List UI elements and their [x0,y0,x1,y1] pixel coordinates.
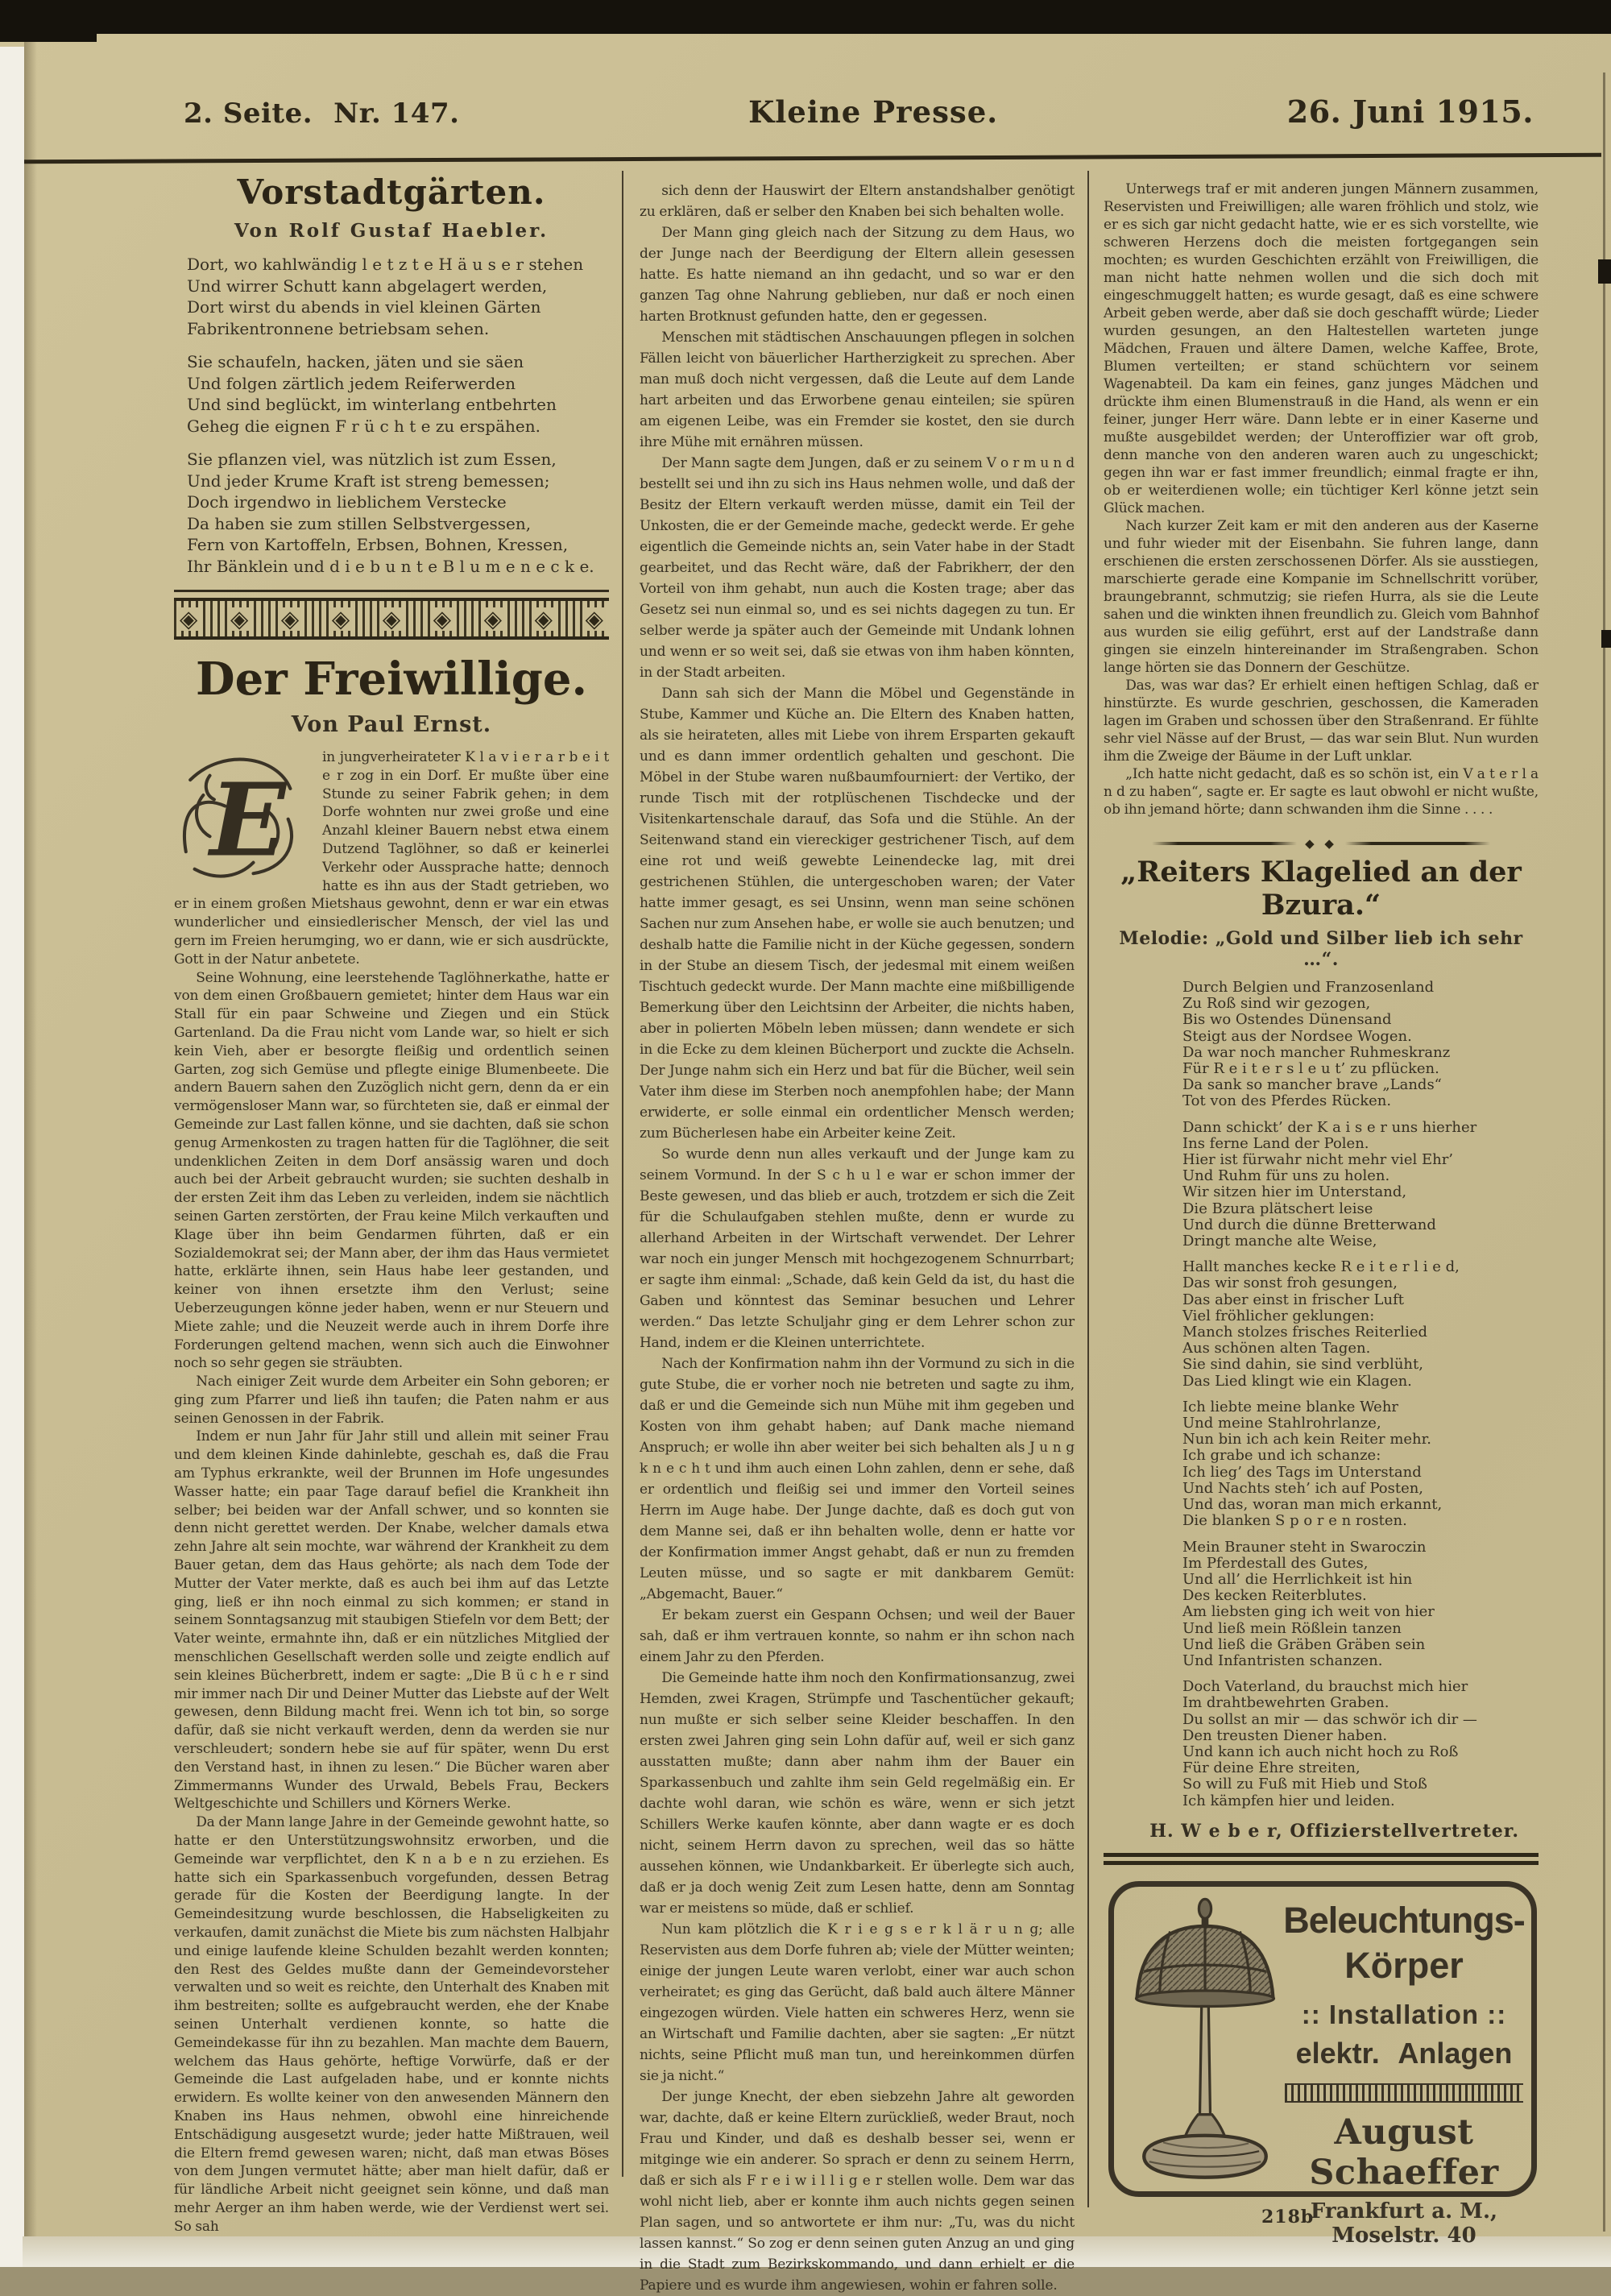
poem2-title: „Reiters Klagelied an der Bzura.“ [1120,856,1522,922]
ornamental-band [174,598,609,640]
page-edge-shadow [24,42,37,2238]
newspaper-title: Kleine Presse. [748,94,999,130]
column-3 [1104,169,1539,2248]
paragraph: Unterwegs traf er mit anderen jungen Männern zusammen, Reservisten und Freiwilligen; alle waren fröhlich und stolz, wie er es sich gar nicht gedacht hatte, wie er es sich vorstellte, wie schweren Herzens doch die meisten fortgegangen sein mochten; es wurden Geschichten erzählt von Freiwilligen, die man nicht hatte nehmen wollen und die sich doch mit eingeschmuggelt hatten; es wurde gesagt, daß es eine schwere Arbeit geben werde, aber daß sie doch geschafft würde; Lieder wurden gesungen, an den Haltestellen warteten junge Mädchen, Frauen und ältere Damen, welche Kaffee, Brote, Blumen verteilten; er stand schüchtern vor seinem Wagenabteil. Da kam ein feines, ganz junges Mädchen und drückte ihm einen Blumenstrauß in die Hand, als wenn er ein feiner, junger Herr wäre. Dann lebte er in einer Kaserne und mußte ausgebildet werden; der Unteroffizier war oft grob, denn manche von den anderen waren auch zu ungeschickt; gegen ihn war er fast immer freundlich; einmal fragte er ihn, ob er weiterdienen wolle; ein tüchtiger Kerl könne jetzt sein Glück machen. [1104,181,1539,516]
ornament-diamond-icon: ◈ [431,607,453,631]
column-divider-rule [1087,171,1089,2207]
section-rule [174,590,609,592]
ad-line-4: elektr. Anlagen [1295,2036,1513,2070]
story-column3-text [1104,180,1539,819]
poem-stanza: Dann schickt’ der K a i s e r uns hierher Ins ferne Land der Polen. Hier ist fürwahr nicht mehr viel Ehr’ Und Ruhm für uns zu holen. Wir sitzen hier im Unterstand, Die Bzura plätschert leise Und durch die dünne Bretterwand Dringt manche alte Weise, [1182,1118,1477,1250]
ad-top-rule [1104,1853,1539,1865]
ornament-diamond-icon: ◈ [380,607,403,631]
paragraph: Menschen mit städtischen Anschauungen pflegen in solchen Fällen leicht von bäuerlicher Hartherzigkeit zu sprechen. Aber man muß doch nicht vergessen, daß die Leute auf dem Lande hart arbeiten und das Erworbene genau einteilen; sie spüren am eigenen Leibe, was ein Fremder sie kostet, den sie durch ihre Mühe mit ernähren müssen. [640,329,1075,450]
paragraph: sich denn der Hauswirt der Eltern anstandshalber genötigt zu erklären, daß er selber den Knaben bei sich behalten wolle. [640,183,1075,220]
poem-stanzas [174,254,609,577]
poem-reiters-klagelied [1104,856,1539,1842]
svg-text:E: E [209,761,286,880]
poem2-stanzas [1104,980,1539,1809]
divider-line [1152,842,1297,845]
poem-stanza: Durch Belgien und Franzosenland Zu Roß sind wir gezogen, Bis wo Ostendes Dünensand Steigt aus der Nordsee Wogen. Da war noch mancher Ruhmeskranz Für R e i t e r s l e u t’ zu pflücken. Da sank so mancher brave „Lands“ Tot von des Pferdes Rücken. [1182,979,1451,1110]
ad-line-3: :: Installation :: [1301,1999,1507,2029]
poem-stanza: Ich liebte meine blanke Wehr Und meine Stahlrohrlanze, Nun bin ich ach kein Reiter mehr. Ich grabe und ich schanze: Ich lieg’ des Tags im Unterstand Und Nachts steh’ ich auf Posten, Und das, woran man mich erkannt, Die blanken S p o r e n rosten. [1182,1398,1443,1530]
story-byline: Von Paul Ernst. [291,712,492,737]
story-end-divider [1152,836,1490,851]
paragraph: Er bekam zuerst ein Gespann Ochsen; und weil der Bauer sah, daß er ihm vertrauen konnte, so nahm er ihn schon nach einem Jahr zu den Pferden. [640,1607,1075,1665]
story-first-paragraph-text: in jungverheirateter K l a v i e r a r b e i t e r zog in ein Dorf. Er mußte über eine Stunde zu seiner Fabrik gehen; in dem Dorfe wohnten nur zwei große und eine Anzahl kleiner Bauern nebst etwa einem Dutzend Taglöhner, so daß er keinerlei Verkehr oder Aussprache hatte; dennoch hatte es ihn aus der Stadt getrieben, wo er in einem großen Mietshaus gewohnt, denn er war ein etwas wunderlicher und einsiedlerischer Mensch, der viel las und gern im Freien herumging, wo er dann, wie er sich ausdrückte, Gott in der Natur anbetete. [174,749,609,968]
poem-byline: Von Rolf Gustaf Haebler. [234,220,549,242]
poem-stanza: Dort, wo kahlwändig l e t z t e H ä u s e r stehen Und wirrer Schutt kann abgelagert werden, Dort wirst du abends in viel kleinen Gärten Fabrikentronnene betriebsam sehen. [187,255,584,338]
scan-artifact-mark [1601,630,1611,648]
divider-line [1345,842,1490,845]
ornament-diamond-icon: ◈ [177,607,200,631]
poem-stanza: Hallt manches kecke R e i t e r l i e d, Das wir sonst froh gesungen, Das aber einst in frischer Luft Viel fröhlicher geklungen: Manch stolzes frisches Reiterlied Aus schönen alten Tagen. Sie sind dahin, sie sind verblüht, Das Lied klingt wie ein Klagen. [1182,1258,1460,1390]
paragraph: Der Mann sagte dem Jungen, daß er zu seinem V o r m u n d bestellt sei und ihn zu sich ins Haus nehmen wolle, und daß der Besitz der Eltern verkauft werden müsse, damit ein Teil der Unkosten, die er der Gemeinde mache, gedeckt werde. Er gehe eigentlich die Gemeinde nichts an, sein Vater habe in der Stadt gearbeitet, und das Recht wäre, daß der Fabrikherr, der den Vorteil von ihm gehabt, nun auch die Kosten trage; aber das Gesetz sei nun einmal so, und es sei nichts dagegen zu tun. Er selber werde ja später auch der Gemeinde mit Undank lohnen und wenn er so weit sei, daß sie etwas von ihm haben könnten, in der Stadt arbeiten. [640,455,1075,681]
story-column1-text [174,748,609,2236]
paragraph: „Ich hatte nicht gedacht, daß es so schön ist, ein V a t e r l a n d zu haben“, sagte er. Er sagte es laut obwohl er nicht wußte, ob ihn jemand hörte; dann schwanden ihm die Sinne . . . . [1104,766,1539,818]
ornament-diamond-icon: ◈ [482,607,504,631]
ornament-diamond-icon: ◈ [583,607,606,631]
page-right-edge-line [1603,73,1605,2232]
ad-line-1: Beleuchtungs- [1283,1899,1525,1941]
poem2-melody-line: Melodie: „Gold und Silber lieb ich sehr …“. [1119,928,1523,970]
poem-stanza: Sie schaufeln, hacken, jäten und sie säen Und folgen zärtlich jedem Reiferwerden Und sind beglückt, im winterlang entbehrten Geheg die eignen F r ü c h t e zu erspähen. [187,352,557,436]
story-paragraphs [640,180,1075,2296]
story-paragraphs [1104,180,1539,819]
scan-top-border-notch [0,34,97,42]
paragraph: Nach der Konfirmation nahm ihn der Vormund zu sich in die gute Stube, die er vorher noch nie betreten und sagte zu ihm, daß er und die Gemeinde sich nun Mühe mit ihm gegeben und Kosten von ihm gehabt haben; auf Dank mache niemand Anspruch; er wolle ihn aber weiter bei sich behalten als J u n g k n e c h t und ihm auch einen Lohn zahlen, denn er sehe, daß er ordentlich und fleißig sei und immer den Vorteil seines Herrn im Auge habe. Der Junge dachte, daß es doch gut von dem Manne sei, daß er ihn behalten wolle, denn er hatte vor der Konfirmation immer Angst gehabt, daß er nun zu fremden Leuten müsse, und so sagte er mit dankbarem Gemüt: „Abgemacht, Bauer.“ [640,1356,1075,1602]
paragraph: Der Mann ging gleich nach der Sitzung zu dem Haus, wo der Junge nach der Beerdigung der Eltern allein gesessen hatte. Es hatte niemand an ihn gedacht, und so war er den ganzen Tag ohne Nahrung geblieben, nur daß er noch einen harten Brotknust gefunden hatte, den er gegessen. [640,225,1075,325]
ad-reference-number: 218b [1261,2206,1315,2228]
page-number-issue [184,97,459,130]
poem-stanza: Sie pflanzen viel, was nützlich ist zum Essen, Und jeder Krume Kraft ist streng bemessen; Doch irgendwo in lieblichem Verstecke Da haben sie zum stillen Selbstvergessen, Fern von Kartoffeln, Erbsen, Bohnen, Kressen, Ihr Bänklein und d i e b u n t e B l u m e n e c k e. [187,450,594,576]
paragraph: Der junge Knecht, der eben siebzehn Jahre alt geworden war, dachte, daß er keine Eltern zurückließ, weder Braut, noch Frau und Kinder, und daß es deshalb besser sei, wenn er mitginge wie ein anderer. So sprach er denn zu seinem Herrn, daß er sich als F r e i w i l l i g e r stellen wolle. Dem war das wohl nicht lieb, aber er konnte ihm auch nichts gegen seinen Plan sagen, und so antwortete er ihm nur: „Tu, was du nicht lassen kannst.“ So zog er denn seinen guten Anzug an und ging in die Stadt zum Bezirkskommando, und dann erhielt er die Papiere und es wurde ihm angewiesen, wohin er fahren solle. [640,2089,1075,2294]
poem-stanza: Mein Brauner steht in Swaroczin Im Pferdestall des Gutes, Und all’ die Herrlichkeit ist hin Des kecken Reiterblutes. Am liebsten ging ich weit von hier Und ließ mein Rößlein tanzen Und ließ die Gräben Gräben sein Und Infantristen schanzen. [1182,1538,1435,1669]
paragraph: Da der Mann lange Jahre in der Gemeinde gewohnt hatte, so hatte er den Unterstützungswohnsitz erworben, und die Gemeinde war verpflichtet, den K n a b e n zu erziehen. Es hatte sich ein Sparkassenbuch vorgefunden, dessen Betrag gerade für die Kosten der Beerdigung langte. In der Gemeindesitzung wurde beschlossen, die Habseligkeiten zu verkaufen, damit zunächst die Miete bis zum nächsten Halbjahr und einige laufende kleine Schulden bezahlt werden konnten; den Rest des Geldes mußte dann der Gemeindevorsteher verwalten und so weit es reichte, den Unterhalt des Knaben mit ihm bestreiten; sollte es aufgebraucht werden, ehe der Knabe seinen Unterhalt verdienen konnte, so hatte die Gemeindekasse für ihn zu bezahlen. Man machte dem Bauern, welchem das Haus gehörte, heftige Vorwürfe, daß er der Gemeinde die Last aufgeladen habe, und er konnte nichts erwidern. Es wollte keiner von den anwesenden Männern den Knaben ins Haus nehmen, obwohl eine hinreichende Entschädigung ausgesetzt wurde; jeder hatte Mißtrauen, weil die Eltern fremd gewesen waren; nicht, daß man etwas Böses von dem Jungen vermutet hätte; aber man hielt dafür, daß er für ländliche Arbeit nicht geeignet sein könne, und daß man mehr Aerger an ihm haben werde, wie der Verdienst wert sei. So sah [174,1814,609,2235]
ornament-diamond-icon: ◈ [532,607,555,631]
story-paragraphs [174,969,609,2236]
poem-stanza: Doch Vaterland, du brauchst mich hier Im drahtbewehrten Graben. Du sollst an mir — das schwör ich dir — Den treusten Diener haben. Und kann ich auch nicht hoch zu Roß Für deine Ehre streiten, So will zu Fuß mit Hieb und Stoß Ich kämpfen hier und leiden. [1182,1678,1477,1809]
ad-line-2: Körper [1344,1944,1464,1986]
paragraph: Seine Wohnung, eine leerstehende Taglöhnerkathe, hatte er von dem einen Großbauern gemietet; hinter dem Haus war ein Stall für ein paar Schweine und Ziegen und ein Stück Gartenland. Da die Frau nicht vom Lande war, so hielt er sich kein Vieh, aber er besorgte fleißig und ordentlich seinen Garten, zog sich Gemüse und pflegte einige Blumenbeete. Die andern Bauern sahen den Zuzöglich nicht gern, denn da er ein vermögensloser Mann war, so fürchteten sie, daß er einmal der Gemeinde zur Last fallen könne, und sie dachten, daß sie schon genug Armenkosten zu tragen hatten für die Taglöhner, die seit undenklichen Zeiten in dem Dorf ansässig waren und doch auch bei der Arbeit gebraucht wurden; sie suchten deshalb in der ersten Zeit ihm das Leben zu verleiden, indem sie nächtlich seinen Garten zerstörten, der Frau keine Milch verkauften und Klage über ihn beim Gendarmen führten, daß er ein Sozialdemokrat sei; der Mann aber, der ihm das Haus vermietet hatte, erklärte ihnen, sein Haus habe leer gestanden, und keiner von ihnen ersetzte ihm den Verlust; seine Ueberzeugungen könne jeder haben, wenn er nur Steuern und Miete zahle; und die Neuzeit werde auch in ihrem Dorfe ihre Forderungen geltend machen, wenn sich auch die Einwohner noch so sehr gegen sie sträubten. [174,969,609,1372]
poem-vorstadtgaerten [174,172,609,577]
column-1 [174,169,609,2236]
ad-company-name: August Schaeffer [1309,2112,1499,2193]
paragraph: So wurde denn nun alles verkauft und der Junge kam zu seinem Vormund. In der S c h u l e war er schon immer der Beste gewesen, und das blieb er auch, trotzdem er sich die Zeit für die Schulaufgaben stehlen mußte, denn er wurde zu allerhand Arbeiten in der Wirtschaft verwendet. Der Lehrer war noch ein junger Mensch mit hochgezogenem Schnurrbart; er sagte ihm einmal: „Schade, daß kein Geld da ist, du hast die Gaben und könntest das Seminar besuchen und Lehrer werden.“ Das letzte Schuljahr ging er dem Lehrer schon zur Hand, indem er die Kleinen unterrichtete. [640,1146,1075,1351]
story-title: Der Freiwillige. [196,653,587,706]
ornament-diamond-icon: ◈ [329,607,352,631]
issue-date: 26. Juni 1915. [1286,93,1534,130]
paragraph: Nun kam plötzlich die K r i e g s e r k l ä r u n g; alle Reservisten aus dem Dorfe fuhren ab; viele der Mütter weinten; einige der jungen Leute waren verlobt, einer war auch schon verheiratet; es ging das Gerücht, daß bald auch ältere Männer eingezogen würden. Viele hatten ein schweres Herz, wenn sie an Wirtschaft und Familie dachten, aber sie sagten: „Er nützt nichts, seine Pflicht muß man tun, und hereinkommen dürfen sie ja nicht.“ [640,1921,1075,2084]
advertisement-text [1283,1900,1525,2248]
paragraph: Indem er nun Jahr für Jahr still und allein mit seiner Frau und dem kleinen Kinde dahinlebte, geschah es, daß die Frau am Typhus erkrankte, weil der Brunnen im Hofe ungesundes Wasser hatte; ein paar Tage darauf befiel die Krankheit ihn selber; bei beiden war der Anfall schwer, und so konnten sie denn nicht gerettet werden. Der Knabe, welcher damals etwa zehn Jahre alt sein mochte, war während der Krankheit zu dem Bauer getan, dem das Haus gehörte; als nach dem Tode der Mutter der Vater merkte, daß es auch bei ihm auf das Letzte ging, ließ er ihn noch einmal zu sich kommen; er stand in seinem Sonntagsanzug mit staubigen Stiefeln vor dem Bett; der Vater weinte, ermahnte ihn, daß er ein nützliches Mitglied der menschlichen Gesellschaft werden solle und zeigte endlich auf sein kleines Bücherbrett, indem er sagte: „Die B ü c h e r sind mir immer nach Dir und Deiner Mutter das Liebste auf der Welt gewesen, denn Bildung macht frei. Wenn ich tot bin, so sorge dafür, daß sie nicht verkauft werden, denn da werden sie nur verschleudert; sondern hebe sie auf für später, wenn Du erst den Verstand hast, in ihnen zu lesen.“ Die Bücher waren aber Zimmermanns Wunder des Urwald, Bebels Frau, Beckers Weltgeschichte und Schillers und Körners Werke. [174,1428,609,1813]
ornament-diamond-icon: ◈ [228,607,251,631]
column-2 [640,169,1075,2296]
divider-diamond-icon: ◆ ◆ [1305,836,1337,851]
paragraph: Das, was war das? Er erhielt einen heftigen Schlag, daß er hinstürzte. Es wurde geschrien, geschossen, die Kameraden lagen im Graben und schossen über den Straßenrand. Er fühlte sehr viel Nässe auf der Brust, — das war sein Blut. Nun wurden ihm die Zweige der Bäume in der Luft unklar. [1104,678,1539,765]
paragraph: Die Gemeinde hatte ihm noch den Konfirmationsanzug, zwei Hemden, zwei Kragen, Strümpfe und Taschentücher gekauft; nun mußte er sich selber seine Kleider beschaffen. In den ersten zwei Jahren ging sein Lohn dafür auf, weil er sich ganz ausstatten mußte; dann aber nahm ihm der Bauer ein Sparkassenbuch und zahlte ihm sein Geld regelmäßig ein. Er dachte wohl daran, wie schön es wäre, wenn er sich jetzt Schillers Werke kaufen könnte, aber dann wagte er es doch nicht, seinem Herrn davon zu sprechen, weil das so hätte aussehen können, wie Undankbarkeit. Er überlegte sich auch, daß er ja doch wenig Zeit zum Lesen hatte, denn am Sonntag war er meistens so müde, daß er schlief. [640,1670,1075,1917]
drop-cap-ornament-icon [174,752,311,882]
ad-stripe-divider [1285,2083,1523,2103]
scan-top-border [0,0,1611,34]
paragraph: Dann sah sich der Mann die Möbel und Gegenstände in Stube, Kammer und Küche an. Die Eltern des Knaben hatten, als sie heirateten, alles mit Liebe von ihrem Ersparten gekauft und es dann immer ordentlich gehalten und geschont. Die Möbel in der Stube waren nußbaumfourniert: der Vertiko, der runde Tisch mit der rotplüschenen Tischdecke und der Visitenkartenschale darauf, das Sofa und die Stühle. An der Seitenwand stand ein viereckiger gestrichener Tisch, auf dem eine rot und weiß gewebte Leinendecke lag, mit drei gestrichenen Stühlen, die untergeschoben waren; der Vater hatte immer gesagt, es sei Unsinn, wenn man seine schönen Sachen nur zum Ansehen habe, er wolle sie auch benutzen; und deshalb hatte die Familie nicht in der Küche gegessen, sondern in der Stube an diesem Tisch, der jedesmal mit einem weißen Tischtuch gedeckt wurde. Der Mann machte eine mißbilligende Bemerkung über den Leichtsinn der Arbeiter, die nichts haben, aber in polierten Möbeln leben müssen; dann wendete er sich in die Ecke zu dem kleinen Bücherport und zuckte die Achseln. Der Junge nahm sich ein Herz und bat für die Bücher, weil sein Vater ihm diese im Sterben noch anempfohlen habe; der Mann erwiderte, er solle einmal ein ordentlicher Mensch werden; zum Bücherlesen habe ein Arbeiter keine Zeit. [640,686,1075,1142]
scan-artifact-mark [1598,259,1611,284]
poem2-author-signature: H. W e b e r, Offizierstellvertreter. [1149,1820,1519,1842]
ornament-diamond-icon: ◈ [279,607,301,631]
poem-title: Vorstadtgärten. [237,172,546,212]
table-lamp-icon [1117,1895,1293,2191]
page-header [184,93,1534,130]
paragraph: Nach kurzer Zeit kam er mit den anderen aus der Kaserne und fuhr wieder mit der Eisenbahn. Sie fuhren lange, dann erschienen die ersten zerschossenen Dörfer. Als sie ausstiegen, marschierte gerade eine Kompanie im Schnellschritt vorüber, braungebrannt, schmutzig; sie riefen Hurra, als sie die Leute sahen und die winkten ihnen freundlich zu. Gleich vom Bahnhof aus wurden sie eilig geführt, erst auf der Landstraße dann gingen sie einzeln hintereinander im Straßengraben. Schon lange hörten sie das Donnern der Geschütze. [1104,518,1539,676]
paragraph: Nach einiger Zeit wurde dem Arbeiter ein Sohn geboren; er ging zum Pfarrer und ließ ihn taufen; die Paten nahm er aus seinen Genossen in der Fabrik. [174,1374,609,1427]
story-first-paragraph [174,748,609,969]
page-number: 2. Seite. [184,97,313,130]
ad-address: Frankfurt a. M., Moselstr. 40 [1310,2199,1498,2248]
issue-number: Nr. 147. [333,97,460,130]
column-divider-rule [622,171,623,2177]
story-column2-text [640,180,1075,2296]
scan-left-margin [0,47,24,2267]
